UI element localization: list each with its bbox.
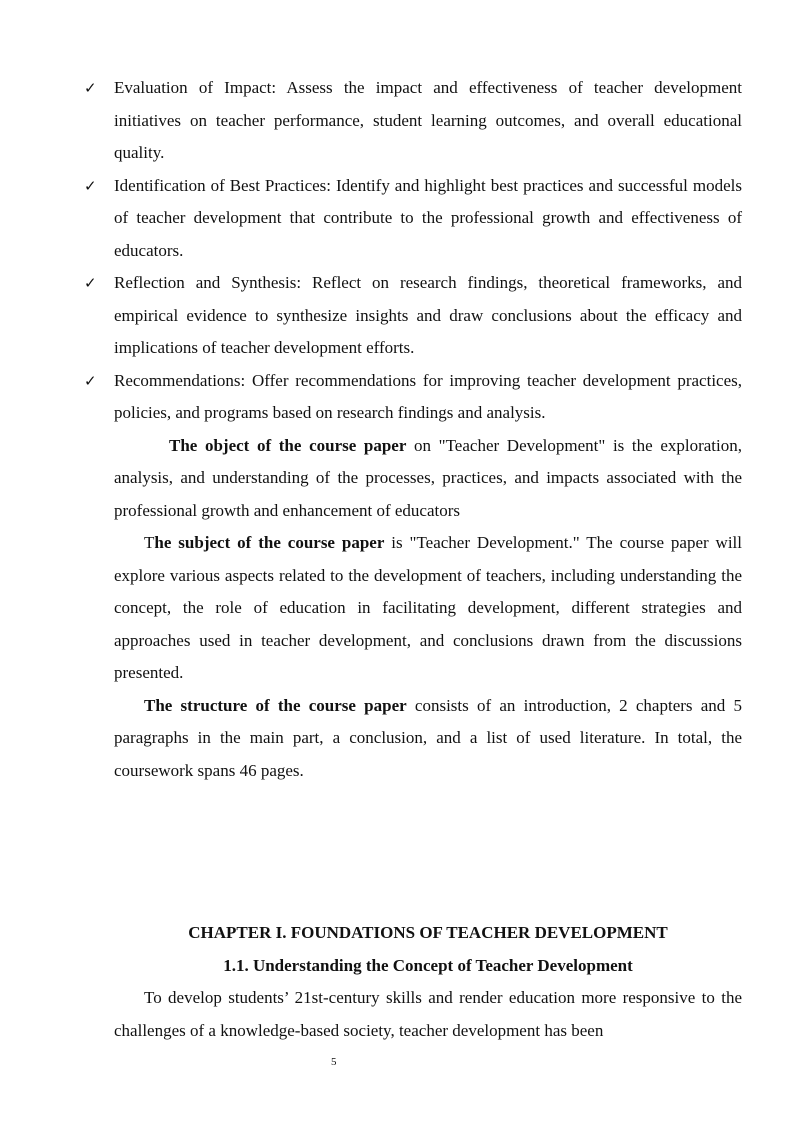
object-heading: The object of the course paper [169, 435, 407, 455]
checkmark-icon: ✓ [84, 274, 97, 292]
subject-text: is "Teacher Development." The course paper will explore various aspects related to the development of teachers, including understanding the concept, the role of education in facilitating development, different strategies and approaches used in teacher development, and conclusions drawn from the discussions presented. [114, 533, 743, 682]
objectives-list [84, 72, 742, 430]
checkmark-icon: ✓ [84, 79, 97, 97]
list-item-text: Evaluation of Impact: Assess the impact and effectiveness of teacher development initiatives on teacher performance, student learning outcomes, and overall educational quality. [114, 78, 742, 162]
subject-paragraph [114, 527, 742, 690]
checkmark-icon: ✓ [84, 371, 97, 390]
structure-text: consists of an introduction, 2 chapters and 5 paragraphs in the main part, a conclusion, and a list of used literature. In total, the coursework spans 46 pages. [114, 695, 743, 780]
structure-heading: The structure of the course paper [144, 695, 407, 715]
object-paragraph [114, 430, 742, 528]
structure-paragraph [114, 690, 742, 788]
list-item [84, 267, 742, 365]
section-title: 1.1. Understanding the Concept of Teacher Development [223, 955, 633, 975]
checkmark-icon: ✓ [84, 176, 97, 195]
object-text: on "Teacher Development" is the exploration, analysis, and understanding of the processes, practices, and impacts associated with the professional growth and enhancement of educators [114, 435, 742, 520]
subject-heading: he subject of the course paper [154, 533, 385, 552]
list-item [84, 365, 742, 430]
page-content [84, 72, 743, 1047]
chapter-title: CHAPTER I. FOUNDATIONS OF TEACHER DEVELOPMENT [188, 923, 668, 942]
subject-lead-letter: T [144, 533, 155, 552]
list-item-text: Recommendations: Offer recommendations for improving teacher development practices, policies, and programs based on research findings and analysis. [114, 370, 742, 422]
chapter-spacer [114, 787, 742, 917]
list-item [84, 170, 742, 268]
page-number: 5 [331, 1056, 337, 1068]
list-item-text: Reflection and Synthesis: Reflect on research findings, theoretical frameworks, and empirical evidence to synthesize insights and draw conclusions about the efficacy and implications of teacher development efforts. [114, 273, 742, 357]
list-item [84, 72, 742, 170]
intro-paragraph: To develop students’ 21st-century skills and render education more responsive to the challenges of a knowledge-based society, teacher development has been [114, 988, 742, 1040]
list-item-text: Identification of Best Practices: Identify and highlight best practices and successful models of teacher development that contribute to the professional growth and effectiveness of educators. [114, 175, 742, 260]
